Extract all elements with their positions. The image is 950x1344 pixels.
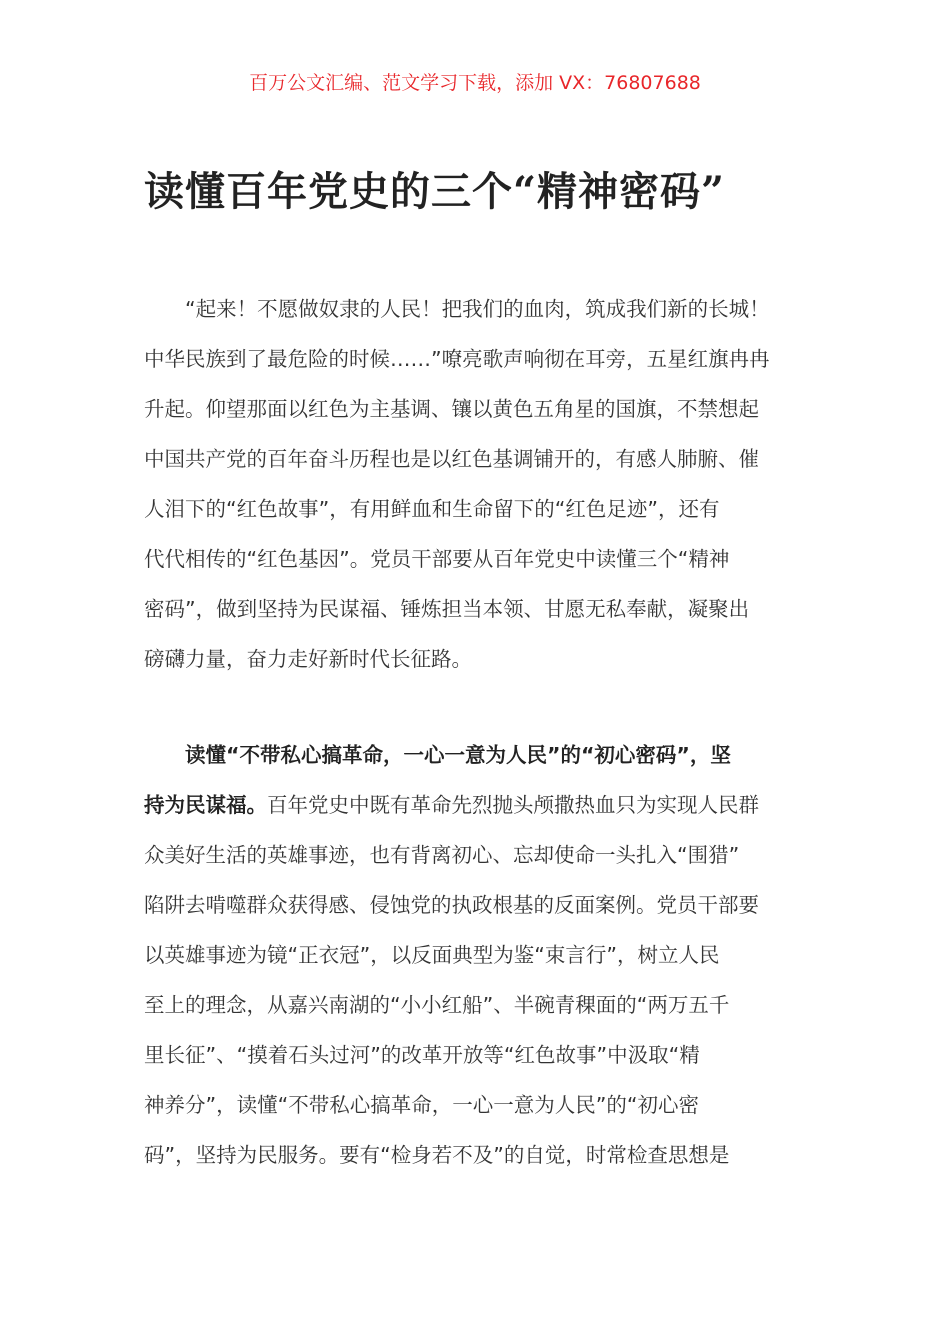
text-line: 码”，坚持为民服务。要有“检身若不及”的自觉，时常检查思想是: [144, 1143, 730, 1167]
document-title: 读懂百年党史的三个“精神密码”: [144, 168, 726, 215]
text-line: “起来！不愿做奴隶的人民！把我们的血肉，筑成我们新的长城！: [144, 297, 770, 321]
text-line: 中国共产党的百年奋斗历程也是以红色基调铺开的，有感人肺腑、催: [144, 447, 759, 471]
text-line: [144, 790, 809, 820]
text-line: 代代相传的“红色基因”。党员干部要从百年党史中读懂三个“精神: [144, 547, 730, 571]
text-line: 密码”，做到坚持为民谋福、锤炼担当本领、甘愿无私奉献，凝聚出: [144, 597, 750, 621]
text-line: 以英雄事迹为镜“正衣冠”，以反面典型为鉴“束言行”，树立人民: [144, 943, 720, 967]
text-line: 人泪下的“红色故事”，有用鲜血和生命留下的“红色足迹”，还有: [144, 497, 720, 521]
text-line: 升起。仰望那面以红色为主基调、镶以黄色五角星的国旗，不禁想起: [144, 397, 759, 421]
section-heading-end: 持为民谋福。: [144, 793, 267, 817]
text-line: 至上的理念，从嘉兴南湖的“小小红船”、半碗青稞面的“两万五千: [144, 993, 730, 1017]
text-line: 中华民族到了最危险的时候……”嘹亮歌声响彻在耳旁，五星红旗冉冉: [144, 347, 770, 371]
text-line: 磅礴力量，奋力走好新时代长征路。: [144, 647, 472, 671]
text-run: 百年党史中既有革命先烈抛头颅撒热血只为实现人民群: [267, 793, 759, 817]
text-line: 神养分”，读懂“不带私心搞革命，一心一意为人民”的“初心密: [144, 1093, 699, 1117]
section-heading: 读懂“不带私心搞革命，一心一意为人民”的“初心密码”，坚: [144, 743, 731, 767]
text-line: 里长征”、“摸着石头过河”的改革开放等“红色故事”中汲取“精: [144, 1043, 700, 1067]
text-line: 众美好生活的英雄事迹，也有背离初心、忘却使命一头扎入“围猎”: [144, 843, 740, 867]
watermark-header: 百万公文汇编、范文学习下载，添加 VX：76807688: [249, 72, 701, 94]
text-line: 陷阱去啃噬群众获得感、侵蚀党的执政根基的反面案例。党员干部要: [144, 893, 759, 917]
